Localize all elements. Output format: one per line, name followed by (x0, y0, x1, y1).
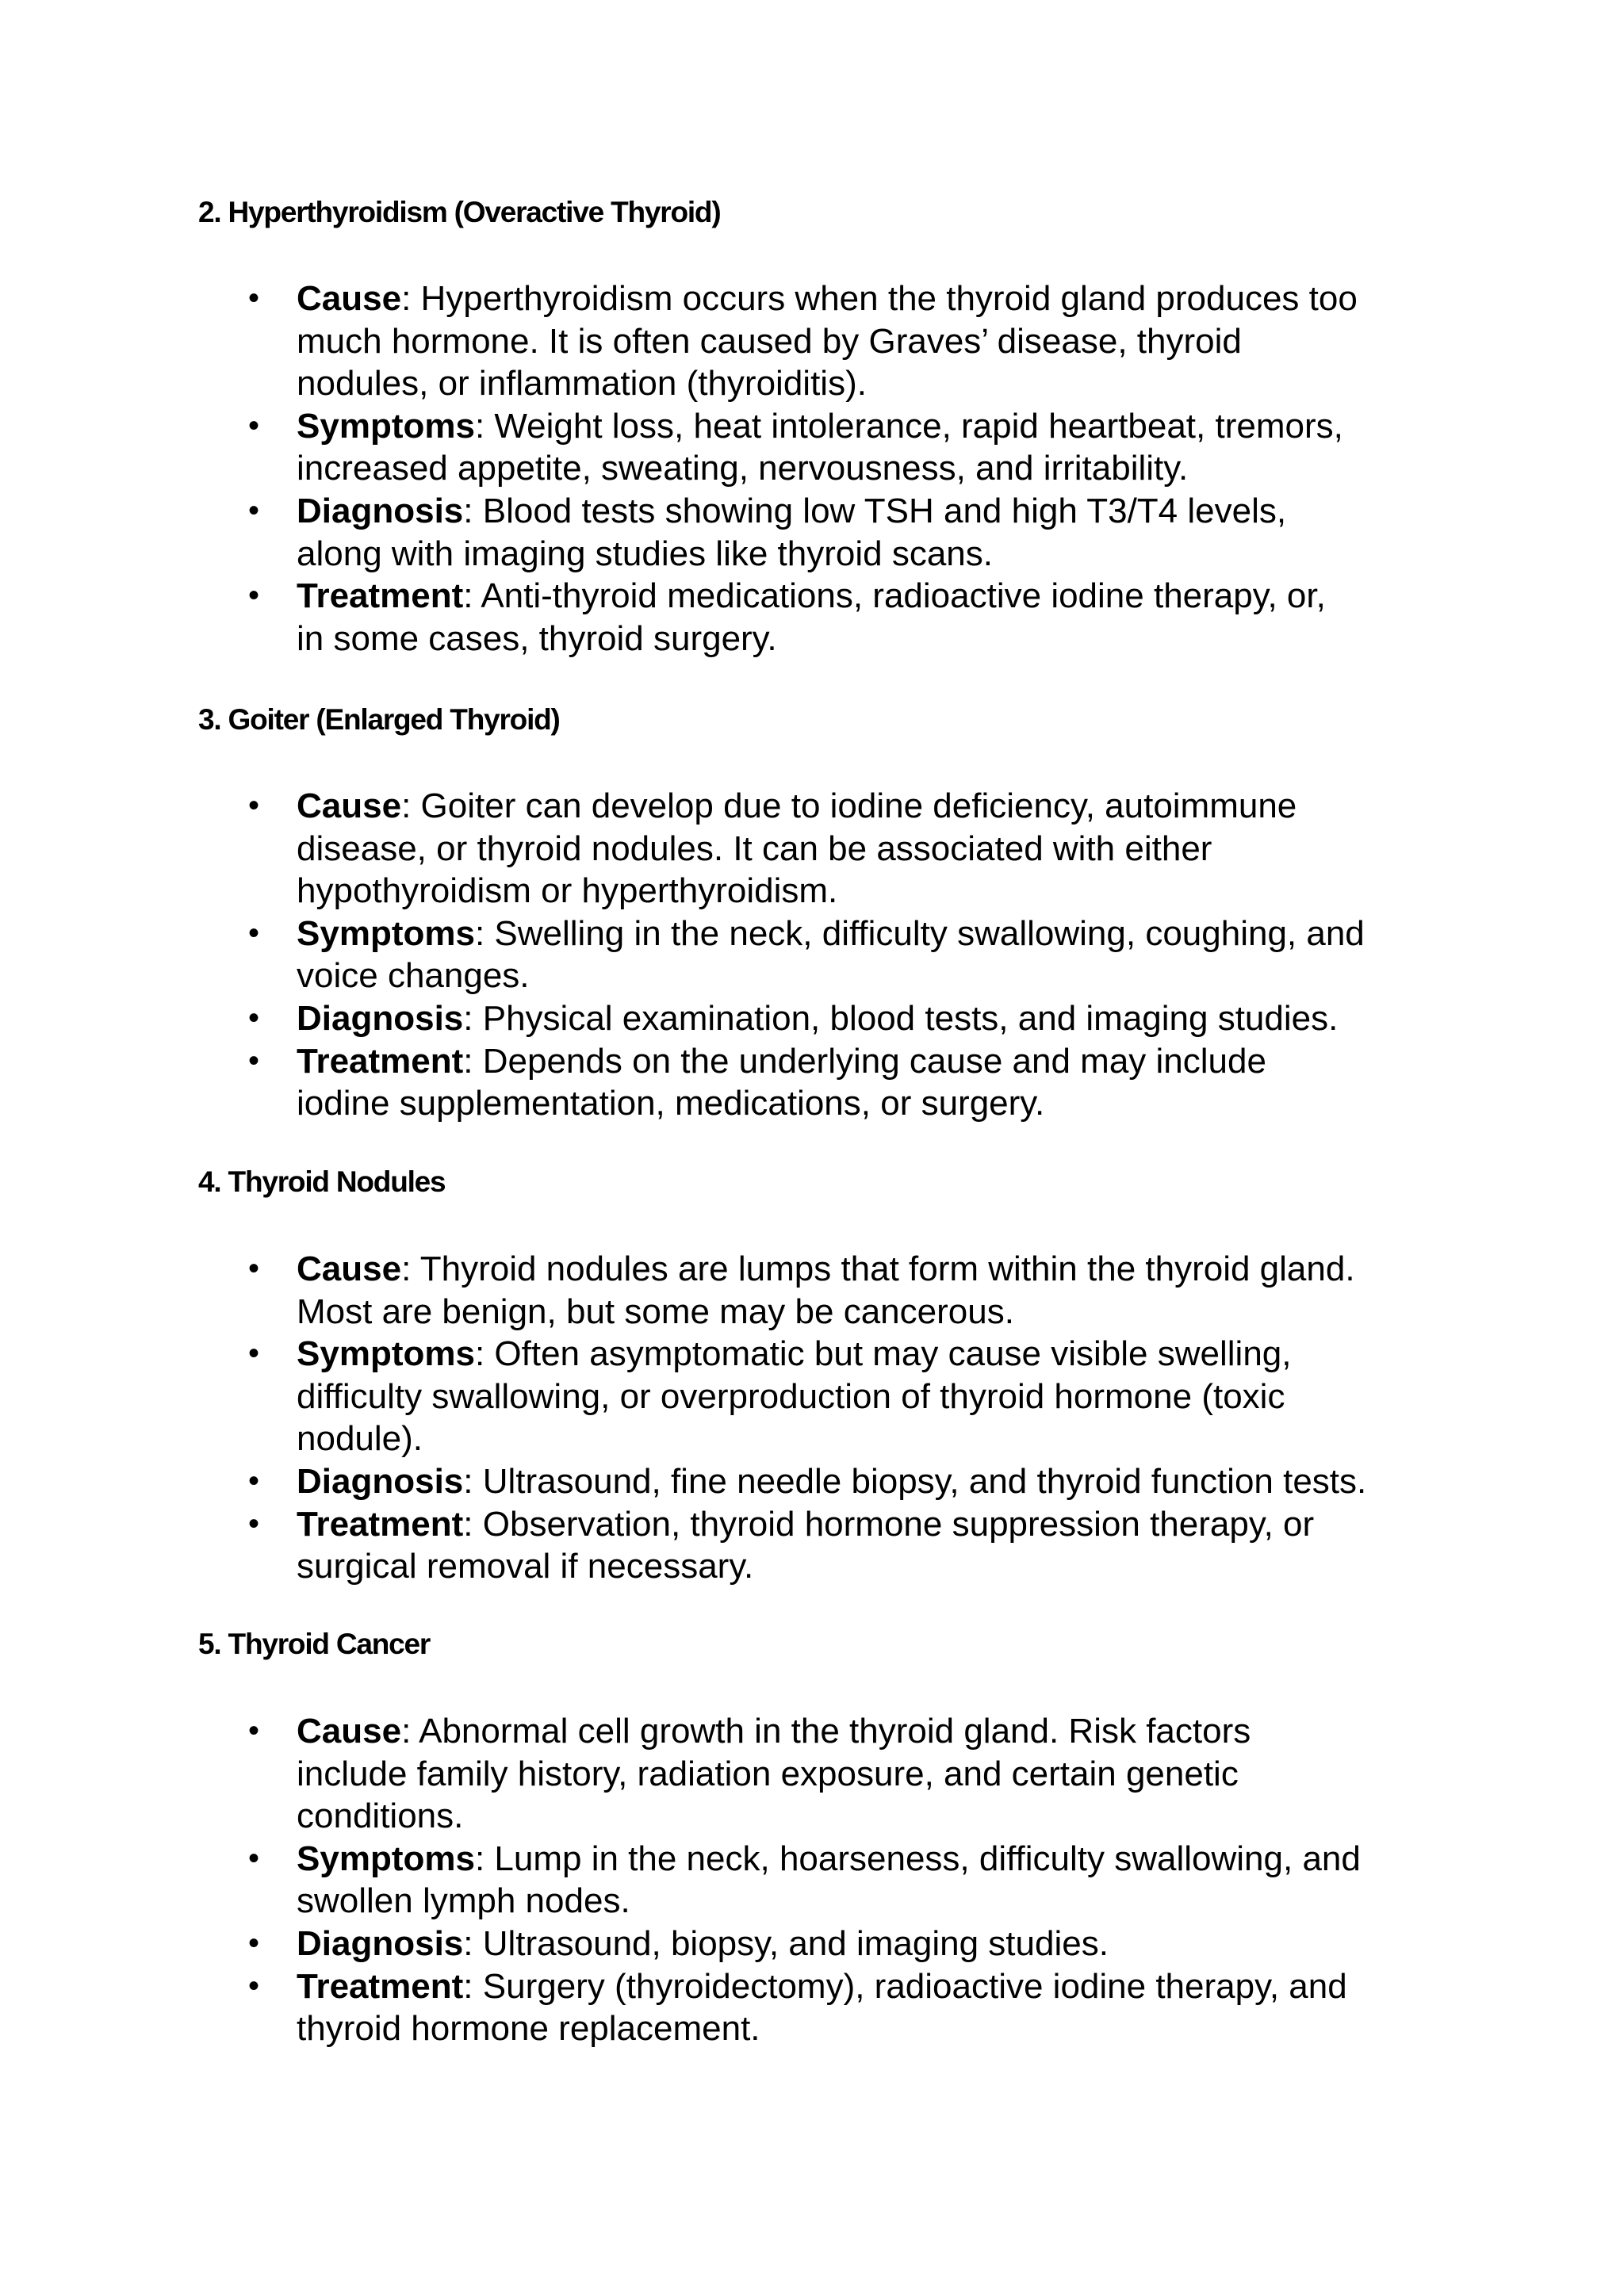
list-item (0, 1503, 1624, 1588)
list-item (0, 1838, 1624, 1923)
item-term: Cause (297, 1249, 402, 1288)
item-text (297, 913, 1446, 997)
bullet-icon: • (248, 1506, 260, 1541)
bullet-icon: • (248, 1925, 260, 1961)
item-term: Treatment (297, 1504, 464, 1544)
bullet-icon: • (248, 1463, 260, 1498)
bullet-icon: • (248, 408, 260, 443)
list-item (0, 1965, 1624, 2050)
item-line: thyroid hormone replacement. (297, 2009, 760, 2049)
item-line: : Thyroid nodules are lumps that form within the thyroid gland. (401, 1249, 1355, 1288)
item-line: include family history, radiation exposure, and certain genetic (297, 1754, 1239, 1793)
list-item (0, 785, 1624, 913)
item-line: : Hyperthyroidism occurs when the thyroid gland produces too (401, 279, 1358, 318)
item-term: Diagnosis (297, 998, 464, 1038)
list-item (0, 1248, 1624, 1333)
section-heading: 3. Goiter (Enlarged Thyroid) (198, 703, 560, 736)
item-line: : Weight loss, heat intolerance, rapid heartbeat, tremors, (474, 406, 1343, 446)
item-line: voice changes. (297, 956, 530, 996)
item-text (297, 785, 1446, 913)
item-term: Diagnosis (297, 1923, 464, 1963)
item-text (297, 1503, 1446, 1588)
bullet-icon: • (248, 1840, 260, 1876)
bullet-icon: • (248, 1043, 260, 1078)
item-line: surgical removal if necessary. (297, 1547, 754, 1586)
item-line: : Anti-thyroid medications, radioactive iodine therapy, or, (463, 576, 1326, 616)
item-line: : Depends on the underlying cause and may include (463, 1041, 1266, 1081)
item-term: Diagnosis (297, 491, 464, 530)
list-item (0, 1333, 1624, 1460)
bullet-icon: • (248, 1713, 260, 1748)
item-text (297, 997, 1446, 1040)
item-line: swollen lymph nodes. (297, 1881, 630, 1921)
item-term: Symptoms (297, 1334, 475, 1374)
item-text (297, 575, 1446, 660)
list-item (0, 277, 1624, 405)
item-text (297, 405, 1446, 490)
item-text (297, 1923, 1446, 1965)
bullet-icon: • (248, 578, 260, 614)
item-term: Treatment (297, 1041, 464, 1081)
item-term: Treatment (297, 576, 464, 616)
list-item (0, 1040, 1624, 1125)
item-line: : Lump in the neck, hoarseness, difficulty swallowing, and (474, 1839, 1361, 1878)
list-item (0, 575, 1624, 660)
bullet-icon: • (248, 1968, 260, 2003)
list-item (0, 1460, 1624, 1503)
item-line: difficulty swallowing, or overproduction of thyroid hormone (toxic (297, 1376, 1285, 1416)
item-line: in some cases, thyroid surgery. (297, 618, 777, 658)
list-item (0, 405, 1624, 490)
item-line: : Ultrasound, biopsy, and imaging studies. (463, 1923, 1109, 1963)
item-line: hypothyroidism or hyperthyroidism. (297, 871, 838, 911)
item-line: : Swelling in the neck, difficulty swallowing, coughing, and (474, 913, 1365, 953)
item-line: much hormone. It is often caused by Graves’ disease, thyroid (297, 321, 1242, 361)
item-line: increased appetite, sweating, nervousness, and irritability. (297, 449, 1189, 488)
item-line: : Physical examination, blood tests, and imaging studies. (463, 998, 1339, 1038)
item-text (297, 1838, 1446, 1923)
bullet-icon: • (248, 492, 260, 528)
item-line: along with imaging studies like thyroid scans. (297, 534, 994, 573)
item-line: : Surgery (thyroidectomy), radioactive iodine therapy, and (463, 1966, 1347, 2006)
bullet-list (0, 277, 1624, 660)
list-item (0, 490, 1624, 575)
item-term: Symptoms (297, 1839, 475, 1878)
item-line: conditions. (297, 1797, 464, 1836)
bullet-icon: • (248, 915, 260, 951)
item-text (297, 1248, 1446, 1333)
list-item (0, 1710, 1624, 1838)
item-text (297, 277, 1446, 405)
list-item (0, 913, 1624, 997)
item-line: Most are benign, but some may be cancerous. (297, 1292, 1014, 1331)
bullet-icon: • (248, 1251, 260, 1286)
item-text (297, 1040, 1446, 1125)
item-line: : Abnormal cell growth in the thyroid gland. Risk factors (401, 1712, 1251, 1751)
item-term: Treatment (297, 1966, 464, 2006)
section-heading: 4. Thyroid Nodules (198, 1165, 446, 1198)
item-text (297, 490, 1446, 575)
item-term: Diagnosis (297, 1461, 464, 1501)
list-item (0, 997, 1624, 1040)
item-line: : Blood tests showing low TSH and high T3/T4 levels, (463, 491, 1287, 530)
list-item (0, 1923, 1624, 1965)
item-text (297, 1333, 1446, 1460)
item-line: iodine supplementation, medications, or surgery. (297, 1084, 1045, 1123)
item-text (297, 1460, 1446, 1503)
bullet-icon: • (248, 1000, 260, 1035)
item-term: Cause (297, 279, 402, 318)
item-text (297, 1965, 1446, 2050)
bullet-list (0, 785, 1624, 1125)
item-term: Cause (297, 786, 402, 825)
item-line: : Goiter can develop due to iodine deficiency, autoimmune (401, 786, 1297, 825)
bullet-list (0, 1710, 1624, 2050)
item-line: : Observation, thyroid hormone suppression therapy, or (463, 1504, 1315, 1544)
bullet-icon: • (248, 281, 260, 316)
bullet-icon: • (248, 1336, 260, 1372)
bullet-list (0, 1248, 1624, 1588)
item-line: : Ultrasound, fine needle biopsy, and thyroid function tests. (463, 1461, 1367, 1501)
section-heading: 2. Hyperthyroidism (Overactive Thyroid) (198, 196, 721, 228)
item-line: : Often asymptomatic but may cause visible swelling, (474, 1334, 1292, 1374)
item-term: Cause (297, 1712, 402, 1751)
item-line: disease, or thyroid nodules. It can be associated with either (297, 828, 1212, 868)
item-line: nodule). (297, 1419, 423, 1459)
item-text (297, 1710, 1446, 1838)
bullet-icon: • (248, 788, 260, 823)
item-line: nodules, or inflammation (thyroiditis). (297, 364, 867, 404)
item-term: Symptoms (297, 913, 475, 953)
item-term: Symptoms (297, 406, 475, 446)
section-heading: 5. Thyroid Cancer (198, 1628, 431, 1660)
